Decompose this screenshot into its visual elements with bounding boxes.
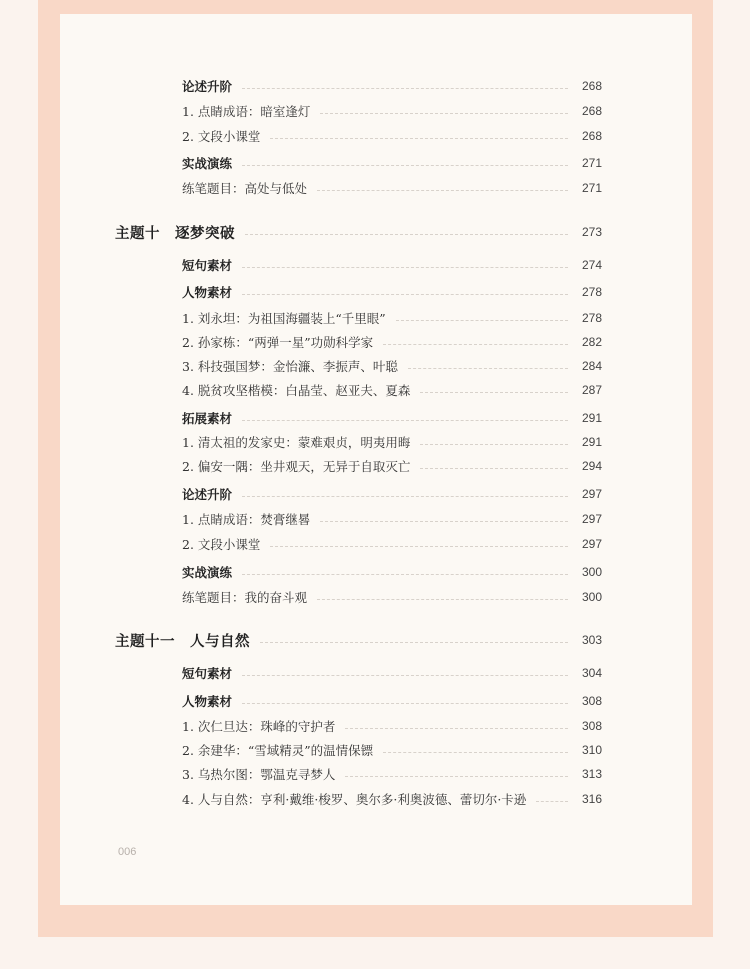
toc-item[interactable]	[182, 716, 602, 736]
dotted-leader	[536, 801, 568, 802]
dotted-leader	[260, 642, 568, 643]
toc-page-number: 291	[581, 411, 602, 425]
toc-entry-title: 1. 点睛成语：暗室逢灯	[182, 104, 311, 119]
toc-entry-title: 1. 点睛成语：焚膏继晷	[182, 512, 311, 527]
dotted-leader	[345, 728, 568, 729]
dotted-leader	[383, 344, 568, 345]
toc-section-heading[interactable]	[182, 408, 602, 428]
toc-item[interactable]	[182, 178, 602, 198]
toc-page-number: 278	[581, 311, 602, 325]
toc-page-number: 304	[581, 666, 602, 680]
dotted-leader	[242, 574, 568, 575]
toc-item[interactable]	[182, 740, 602, 760]
toc-page-number: 313	[581, 767, 602, 781]
toc-page-number: 287	[581, 383, 602, 397]
dotted-leader	[420, 468, 568, 469]
dotted-leader	[242, 703, 568, 704]
toc-entry-title: 2. 余建华：“雪域精灵”的温情保镖	[182, 743, 374, 758]
toc-entry-title: 短句素材	[182, 666, 233, 681]
toc-page-number: 278	[581, 285, 602, 299]
toc-section-heading[interactable]	[182, 282, 602, 302]
toc-page-number: 300	[581, 590, 602, 604]
dotted-leader	[270, 138, 568, 139]
toc-entry-title: 3. 乌热尔图：鄂温克寻梦人	[182, 767, 336, 782]
toc-entry-title: 2. 文段小课堂	[182, 537, 261, 552]
toc-item[interactable]	[182, 534, 602, 554]
toc-entry-title: 主题十一 人与自然	[115, 632, 250, 650]
toc-section-heading[interactable]	[182, 153, 602, 173]
toc-theme-heading[interactable]	[115, 630, 602, 650]
toc-page-number: 316	[581, 792, 602, 806]
dotted-leader	[408, 368, 568, 369]
toc-entry-title: 练笔题目：我的奋斗观	[182, 590, 308, 605]
toc-entry-title: 4. 人与自然：亨利·戴维·梭罗、奥尔多·利奥波德、蕾切尔·卡逊	[182, 792, 527, 807]
dotted-leader	[242, 88, 568, 89]
dotted-leader	[242, 496, 568, 497]
toc-entry-title: 1. 清太祖的发家史：蒙难艰贞，明夷用晦	[182, 435, 411, 450]
toc-page-number: 274	[581, 258, 602, 272]
toc-entry-title: 论述升阶	[182, 79, 233, 94]
dotted-leader	[420, 392, 568, 393]
toc-item[interactable]	[182, 126, 602, 146]
toc-entry-title: 4. 脱贫攻坚楷模：白晶莹、赵亚夫、夏森	[182, 383, 411, 398]
dotted-leader	[345, 776, 568, 777]
toc-page-number: 297	[581, 537, 602, 551]
toc-item[interactable]	[182, 356, 602, 376]
dotted-leader	[245, 234, 568, 235]
dotted-leader	[270, 546, 568, 547]
toc-section-heading[interactable]	[182, 255, 602, 275]
toc-item[interactable]	[182, 308, 602, 328]
toc-page-number: 310	[581, 743, 602, 757]
toc-page-number: 282	[581, 335, 602, 349]
toc-entry-title: 论述升阶	[182, 487, 233, 502]
toc-entry-title: 人物素材	[182, 285, 233, 300]
toc-entry-title: 实战演练	[182, 565, 233, 580]
toc-page-number: 300	[581, 565, 602, 579]
toc-item[interactable]	[182, 432, 602, 452]
dotted-leader	[396, 320, 568, 321]
toc-item[interactable]	[182, 789, 602, 809]
toc-entry-title: 人物素材	[182, 694, 233, 709]
footer-page-number: 006	[118, 846, 137, 858]
toc-entry-title: 主题十 逐梦突破	[115, 224, 235, 242]
dotted-leader	[317, 599, 568, 600]
toc-item[interactable]	[182, 587, 602, 607]
dotted-leader	[383, 752, 568, 753]
toc-page-number: 271	[581, 156, 602, 170]
toc-page-number: 291	[581, 435, 602, 449]
dotted-leader	[242, 267, 568, 268]
toc-theme-heading[interactable]	[115, 222, 602, 242]
toc-item[interactable]	[182, 764, 602, 784]
dotted-leader	[242, 420, 568, 421]
toc-page-number: 294	[581, 459, 602, 473]
toc-item[interactable]	[182, 380, 602, 400]
toc-page-number: 268	[581, 79, 602, 93]
toc-item[interactable]	[182, 509, 602, 529]
toc-entry-title: 拓展素材	[182, 411, 233, 426]
toc-entry-title: 短句素材	[182, 258, 233, 273]
dotted-leader	[242, 675, 568, 676]
toc-page-number: 297	[581, 512, 602, 526]
toc-item[interactable]	[182, 101, 602, 121]
toc-section-heading[interactable]	[182, 76, 602, 96]
toc-entry-title: 2. 偏安一隅：坐井观天，无异于自取灭亡	[182, 459, 411, 474]
toc-entry-title: 练笔题目：高处与低处	[182, 181, 308, 196]
toc-page-number: 303	[581, 633, 602, 647]
toc-page-number: 271	[581, 181, 602, 195]
toc-item[interactable]	[182, 456, 602, 476]
dotted-leader	[242, 294, 568, 295]
toc-entry-title: 1. 刘永坦：为祖国海疆装上“千里眼”	[182, 311, 386, 326]
toc-page-number: 308	[581, 719, 602, 733]
toc-entry-title: 3. 科技强国梦：金怡濂、李振声、叶聪	[182, 359, 398, 374]
toc-section-heading[interactable]	[182, 663, 602, 683]
toc-page-number: 297	[581, 487, 602, 501]
toc-section-heading[interactable]	[182, 562, 602, 582]
dotted-leader	[320, 113, 568, 114]
toc-page-number: 284	[581, 359, 602, 373]
toc-entry-title: 2. 文段小课堂	[182, 129, 261, 144]
toc-page-number: 268	[581, 104, 602, 118]
dotted-leader	[317, 190, 568, 191]
dotted-leader	[242, 165, 568, 166]
toc-section-heading[interactable]	[182, 484, 602, 504]
toc-item[interactable]	[182, 332, 602, 352]
toc-page-number: 308	[581, 694, 602, 708]
dotted-leader	[420, 444, 568, 445]
table-of-contents	[60, 14, 692, 905]
dotted-leader	[320, 521, 568, 522]
toc-entry-title: 2. 孙家栋：“两弹一星”功勋科学家	[182, 335, 374, 350]
toc-page	[60, 14, 692, 905]
toc-entry-title: 1. 次仁旦达：珠峰的守护者	[182, 719, 336, 734]
toc-section-heading[interactable]	[182, 691, 602, 711]
toc-page-number: 268	[581, 129, 602, 143]
toc-entry-title: 实战演练	[182, 156, 233, 171]
toc-page-number: 273	[581, 225, 602, 239]
